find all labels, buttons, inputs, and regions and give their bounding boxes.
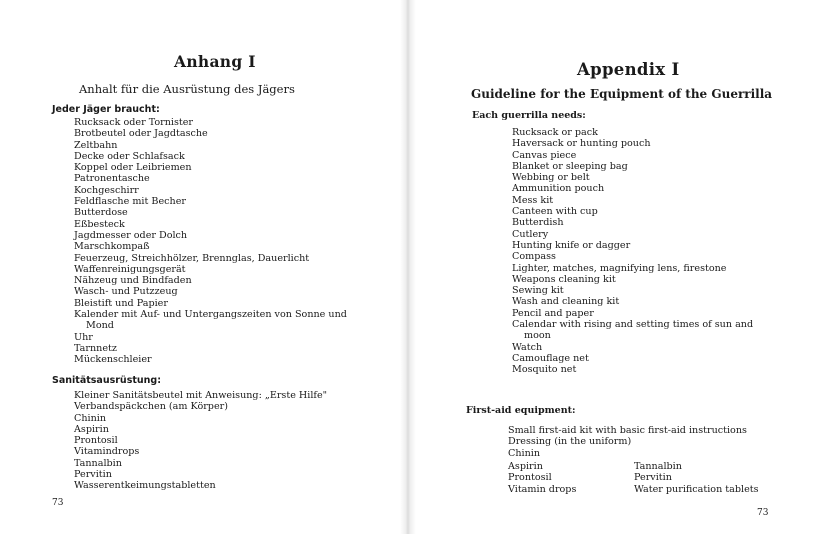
list-item: Tarnnetz: [74, 342, 117, 354]
left-page-number: 73: [52, 498, 64, 508]
list-item: Canvas piece: [512, 149, 577, 161]
list-item: Weapons cleaning kit: [512, 273, 616, 285]
list-item: Wasch- und Putzzeug: [74, 286, 178, 298]
list-item: Aspirin: [508, 461, 543, 472]
right-first-aid-list: [508, 425, 808, 459]
list-item: Haversack or hunting pouch: [512, 138, 651, 150]
list-item: Koppel oder Leibriemen: [74, 162, 192, 174]
list-item: Chinin: [508, 447, 541, 459]
list-item: Hunting knife or dagger: [512, 239, 631, 251]
list-item: Verbandspäckchen (am Körper): [74, 401, 228, 413]
list-item: Water purification tablets: [634, 483, 759, 495]
list-item: Kleiner Sanitätsbeutel mit Anweisung: „Erste Hilfe": [74, 390, 328, 401]
list-item: Wash and cleaning kit: [512, 296, 620, 308]
list-item: Butterdose: [74, 207, 128, 219]
right-equipment-list: [512, 127, 778, 376]
list-item: Aspirin: [74, 423, 109, 435]
list-item: Tannalbin: [634, 461, 682, 472]
list-item: Patronentasche: [74, 173, 150, 185]
list-item: Eßbesteck: [74, 218, 125, 230]
list-item: Wasserentkeimungstabletten: [74, 480, 216, 492]
list-item: Butterdish: [512, 217, 564, 229]
list-item: Compass: [512, 251, 556, 263]
list-item: Dressing (in the uniform): [508, 436, 632, 448]
list-item: Zeltbahn: [74, 139, 118, 151]
list-item: Ammunition pouch: [512, 183, 605, 195]
list-item: Camouflage net: [512, 352, 589, 364]
left-equipment-list: [74, 117, 364, 366]
list-item: Decke oder Schlafsack: [74, 150, 185, 162]
list-item: Watch: [512, 341, 543, 353]
list-item: Feldflasche mit Becher: [74, 196, 186, 208]
list-item: Uhr: [74, 331, 93, 343]
list-item: Nähzeug und Bindfaden: [74, 275, 192, 287]
list-item: Waffenreinigungsgerät: [74, 263, 186, 275]
right-section1-heading: Each guerrilla needs:: [472, 110, 586, 121]
list-item: Prontosil: [508, 472, 552, 484]
list-item: Canteen with cup: [512, 206, 598, 218]
left-first-aid-list: [74, 390, 374, 492]
right-page-subtitle: Guideline for the Equipment of the Guerrilla: [471, 87, 773, 101]
list-item: Kalender mit Auf- und Untergangszeiten von Sonne und Mond: [74, 309, 347, 332]
list-item: Marschkompaß: [74, 241, 150, 253]
list-item: Chinin: [74, 412, 107, 424]
list-item: Mosquito net: [512, 364, 577, 376]
right-first-aid-col2: [634, 461, 784, 495]
right-first-aid-columns: [508, 461, 784, 495]
list-item: Tannalbin: [74, 457, 122, 469]
list-item: Vitamindrops: [74, 446, 140, 458]
list-item: Mückenschleier: [74, 354, 152, 366]
list-item: Feuerzeug, Streichhölzer, Brennglas, Dauerlicht: [74, 252, 310, 264]
list-item: Blanket or sleeping bag: [512, 160, 628, 172]
list-item: Rucksack oder Tornister: [74, 117, 194, 128]
right-page: [408, 0, 821, 534]
list-item: Cutlery: [512, 228, 549, 240]
list-item: Small first-aid kit with basic first-aid instructions: [508, 425, 747, 436]
right-page-number: 73: [757, 508, 769, 518]
list-item: Pencil and paper: [512, 307, 594, 319]
list-item: Sewing kit: [512, 285, 564, 297]
list-item: Mess kit: [512, 194, 554, 206]
list-item: Lighter, matches, magnifying lens, firestone: [512, 262, 727, 274]
list-item: Webbing or belt: [512, 172, 590, 184]
list-item: Vitamin drops: [508, 483, 577, 495]
list-item: Pervitin: [634, 472, 672, 484]
right-section2-heading: First-aid equipment:: [466, 405, 576, 416]
list-item: Pervitin: [74, 469, 112, 481]
list-item: Jagdmesser oder Dolch: [74, 229, 188, 241]
list-item: Calendar with rising and setting times of sun and moon: [512, 319, 754, 342]
right-first-aid-col1: [508, 461, 634, 495]
left-page-title: Anhang I: [174, 52, 256, 71]
list-item: Kochgeschirr: [74, 184, 139, 196]
right-page-title: Appendix I: [577, 60, 680, 79]
list-item: Prontosil: [74, 435, 118, 447]
list-item: Bleistift und Papier: [74, 297, 168, 309]
left-page-subtitle: Anhalt für die Ausrüstung des Jägers: [79, 82, 295, 96]
left-section1-heading: Jeder Jäger braucht:: [52, 104, 160, 115]
left-page: [0, 0, 408, 534]
list-item: Brotbeutel oder Jagdtasche: [74, 128, 208, 140]
left-section2-heading: Sanitätsausrüstung:: [52, 375, 162, 386]
list-item: Rucksack or pack: [512, 127, 598, 138]
